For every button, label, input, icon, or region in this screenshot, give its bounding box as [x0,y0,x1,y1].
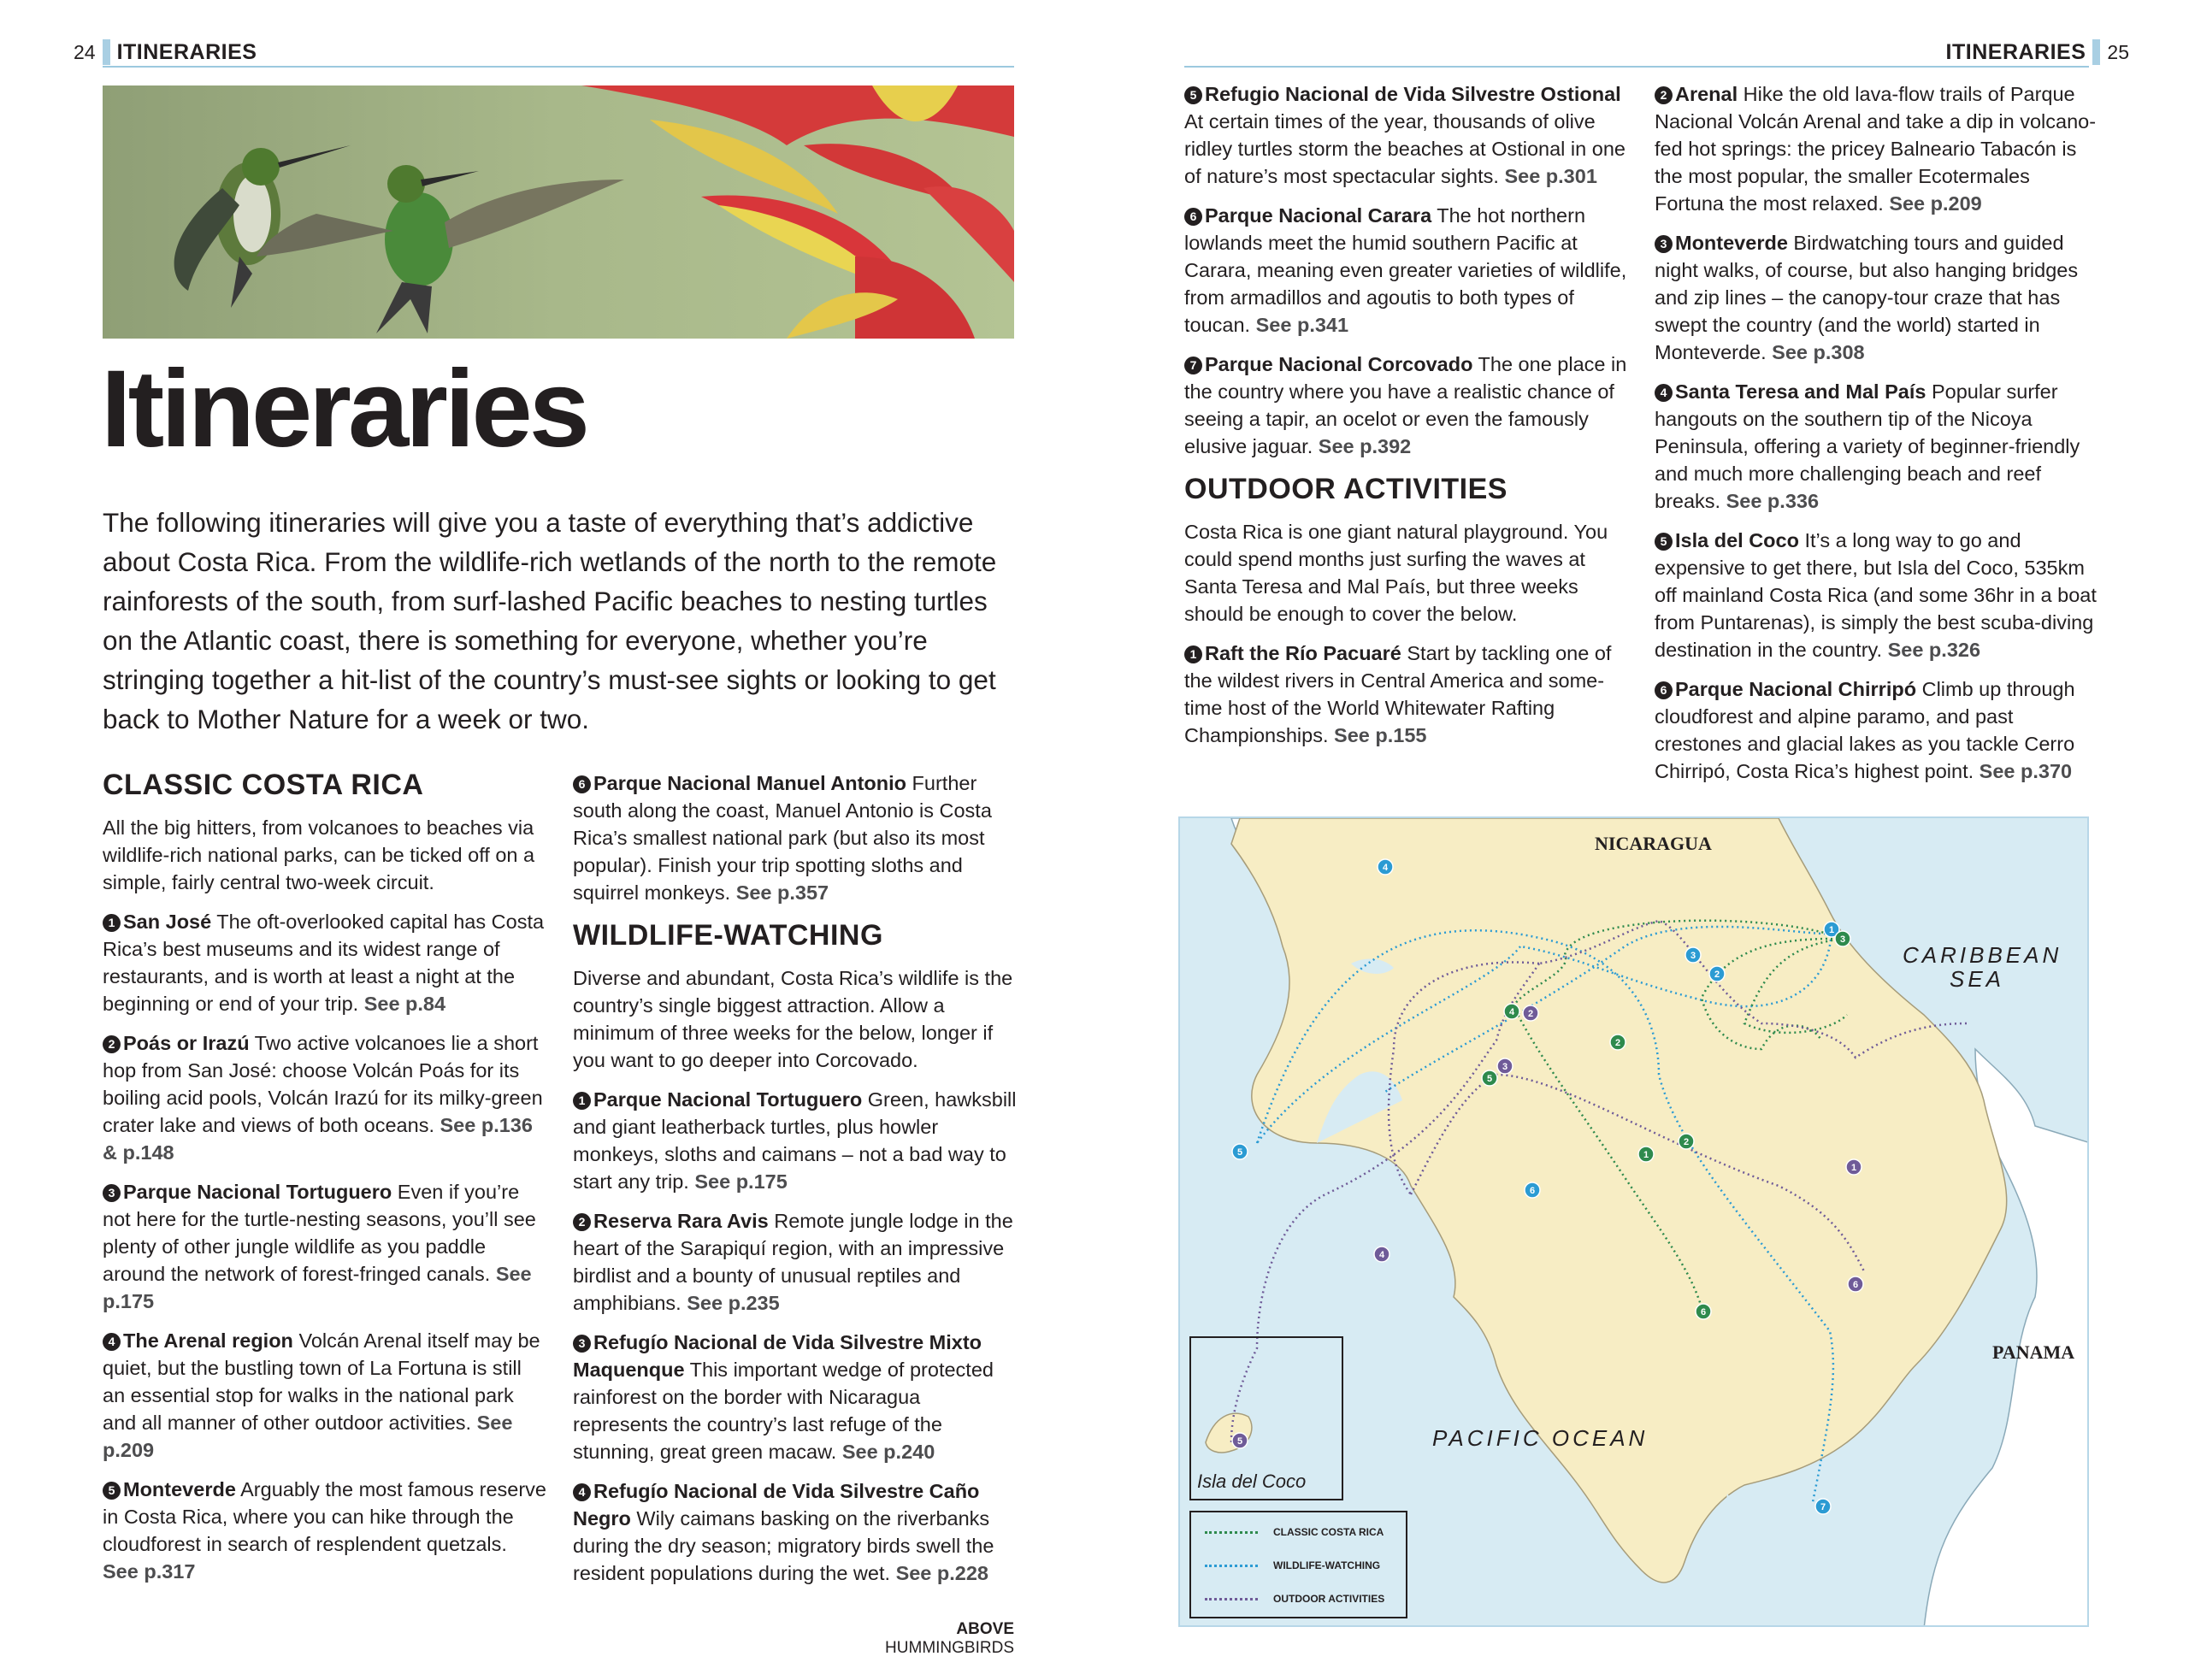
item-number-badge: 1 [103,914,121,932]
item-name: San José [123,911,212,933]
label-caribbean-sea: SEA [1950,966,2005,992]
caption-label: ABOVE [956,1620,1014,1638]
wildlife-item [1184,80,1629,190]
label-isla-del-coco: Isla del Coco [1197,1471,1307,1492]
legend-label: CLASSIC COSTA RICA [1273,1526,1384,1538]
item-text: The one place in the country where you have a realistic chance of seeing a tapir, an ocelot or even the famously elusive jaguar. [1184,353,1627,457]
route-stop-number: 3 [1502,1062,1508,1072]
route-stop-number: 2 [1527,1009,1534,1019]
route-stop-number: 4 [1508,1007,1515,1017]
item-number-badge: 7 [1184,357,1202,374]
item-number-badge: 4 [103,1333,121,1351]
route-stop-marker [1232,1144,1248,1159]
wildlife-lead: Diverse and abundant, Costa Rica’s wildlife is the country’s single biggest attraction. Allow a minimum of three weeks for the below, longer if you want to go deeper into Corcovado. [573,967,1013,1071]
outdoor-item [1655,527,2099,663]
item-number-badge: 6 [573,775,591,793]
item-number-badge: 3 [573,1335,591,1353]
golfo-dulce [1719,1494,1779,1566]
route-stop-marker [1525,1182,1540,1198]
item-name: Poás or Irazú [123,1032,250,1054]
route-stop-marker [1685,947,1701,963]
route-stop-number: 2 [1714,970,1720,980]
outdoor-heading: OUTDOOR ACTIVITIES [1184,473,1508,505]
item-number-badge: 1 [1184,645,1202,663]
route-stop-number: 1 [1828,925,1835,935]
item-text: Climb up through cloudforest and alpine paramo, and past crestones and glacial lakes as you tackle Cerro Chirripó, Costa Rica’s highest point. [1655,678,2075,782]
page-reference: See p.308 [1772,341,1865,363]
item-text: Start by tackling one of the wildest rivers in Central America and some-time host of the World Whitewater Rafting Championships. [1184,642,1612,746]
classic-item [573,769,1018,906]
page-reference: See p.228 [895,1562,988,1584]
route-stop-marker [1848,1276,1863,1292]
costa-rica-land [1231,818,2007,1583]
page-reference: See p.326 [1887,639,1981,661]
item-number-badge: 4 [573,1483,591,1501]
route-stop-number: 5 [1486,1074,1493,1084]
item-text: The oft-overlooked capital has Costa Rica’s best museums and its widest range of restaurants, and is worth at least a night at the beginning or end of your trip. [103,911,545,1015]
hummingbird-photo [103,85,1014,339]
item-text: Birdwatching tours and guided night walks, of course, but also hanging bridges and zip lines – the canopy-tour craze that has swept the country (and the world) started in Monteverde. [1655,232,2079,363]
route-stop-marker [1497,1058,1513,1074]
outdoor-item [1655,80,2099,217]
map-legend [1189,1511,1407,1618]
page-reference: See p.240 [841,1441,935,1463]
item-text: Further south along the coast, Manuel Antonio is Costa Rica’s smallest national park (but also its most popular). Finish your trip spotting sloths and squirrel monkeys. [573,772,992,904]
route-stop-marker [1679,1134,1694,1149]
item-number-badge: 1 [573,1092,591,1110]
item-number-badge: 6 [1184,208,1202,226]
page-reference: See p.336 [1726,490,1820,512]
map-graphic [1180,818,2089,1627]
outdoor-item [1184,640,1629,749]
legend-swatch [1205,1598,1258,1600]
outdoor-item [1655,675,2099,785]
route-stop-number: 2 [1683,1137,1690,1147]
item-number-badge: 2 [1655,86,1673,104]
item-text: At certain times of the year, thousands of olive ridley turtles storm the beaches at Ostional in one of nature’s most spectacular sights. [1184,110,1626,187]
legend-swatch [1205,1565,1258,1567]
right-running-head [1946,38,2129,67]
item-text: Wily caimans basking on the riverbanks during the dry season; migratory birds swell the resident populations during the wet. [573,1507,994,1584]
item-name: Refugío Nacional de Vida Silvestre Mixto Maquenque [573,1331,982,1381]
running-head-marker [2092,39,2100,65]
page-reference: See p.357 [735,881,829,904]
route-stop-number: 6 [1529,1186,1536,1196]
route-stop-number: 3 [1690,951,1696,961]
wildlife-item [573,1207,1018,1317]
item-text: Volcán Arenal itself may be quiet, but the bustling town of La Fortuna is still an essential stop for walks in the national park and all manner of other outdoor activities. [103,1329,540,1434]
itinerary-map [1178,816,2089,1627]
route-stop-number: 6 [1852,1280,1859,1290]
page-reference: See p.155 [1334,724,1427,746]
item-number-badge: 5 [1184,86,1202,104]
left-page-number: 24 [74,40,96,63]
photo-caption [845,1620,1014,1658]
outdoor-lead: Costa Rica is one giant natural playground. You could spend months just surfing the waves at Santa Teresa and Mal País, but three weeks should be enough to cover the below. [1184,521,1608,625]
classic-column [103,768,547,1597]
page-reference: See p.235 [687,1292,780,1314]
item-text: Even if you’re not here for the turtle-nesting seasons, you’ll see plenty of other jungle wildlife as you paddle around the network of forest-fringed canals. [103,1181,536,1285]
route-stop-number: 3 [1839,934,1846,945]
classic-lead: All the big hitters, from volcanoes to beaches via wildlife-rich national parks, can be ticked off on a simple, fairly central two-week circuit. [103,816,535,893]
route-stop-number: 4 [1382,863,1389,873]
page-reference: See p.341 [1255,314,1349,336]
route-stop-marker [1610,1035,1626,1050]
legend-row-wildlife [1205,1559,1380,1571]
right-column-1 [1184,80,1629,761]
item-name: Refugio Nacional de Vida Silvestre Ostional [1205,83,1621,105]
right-column-2 [1655,80,2099,797]
caption-text: HUMMINGBIRDS [885,1639,1014,1657]
item-text: Two active volcanoes lie a short hop from San José: choose Volcán Poás for its boiling acid pools, Volcán Irazú for its milky-green crater lake and views of both oceans. [103,1032,543,1136]
route-stop-marker [1815,1499,1831,1514]
page-reference: See p.175 [103,1263,532,1312]
item-text: Popular surfer hangouts on the southern tip of the Nicoya Peninsula, offering a variety of beginner-friendly and much more challenging beach and reef breaks. [1655,380,2080,512]
legend-swatch [1205,1531,1258,1534]
route-stop-marker [1638,1147,1654,1162]
item-name: Parque Nacional Manuel Antonio [593,772,907,794]
left-running-head-label: ITINERARIES [116,39,257,64]
page-reference: See p.84 [363,993,446,1015]
classic-heading: CLASSIC COSTA RICA [103,769,424,801]
item-text: Arguably the most famous reserve in Costa Rica, where you can hike through the cloudforest in search of resplendent quetzals. [103,1478,547,1555]
wildlife-heading: WILDLIFE-WATCHING [573,919,883,952]
item-number-badge: 5 [103,1482,121,1500]
classic-item [103,908,547,1017]
classic-item [103,1476,547,1585]
wildlife-item [573,1329,1018,1465]
wildlife-column [573,769,1018,1599]
label-panama: PANAMA [1992,1341,2075,1363]
item-name: The Arenal region [123,1329,293,1352]
item-name: Raft the Río Pacuaré [1205,642,1401,664]
item-name: Santa Teresa and Mal País [1675,380,1926,403]
route-stop-number: 1 [1850,1163,1857,1173]
item-text: It’s a long way to go and expensive to get there, but Isla del Coco, 535km off mainland Costa Rica (and some 36hr in a boat from Puntarenas), is simply the best scuba-diving destination in the country. [1655,529,2097,661]
route-stop-number: 5 [1236,1436,1243,1447]
page-title: Itineraries [101,348,587,470]
item-name: Reserva Rara Avis [593,1210,769,1232]
running-head-marker [103,39,110,65]
item-number-badge: 2 [103,1035,121,1053]
route-stop-number: 7 [1820,1502,1826,1512]
outdoor-item [1655,378,2099,515]
item-name: Parque Nacional Carara [1205,204,1432,227]
item-number-badge: 4 [1655,384,1673,402]
left-header-rule [103,66,1014,68]
page-reference: See p.301 [1504,165,1597,187]
legend-label: WILDLIFE-WATCHING [1273,1559,1381,1571]
route-stop-number: 2 [1614,1038,1621,1048]
item-number-badge: 5 [1655,533,1673,551]
route-stop-marker [1378,859,1393,875]
page-reference: See p.370 [1979,760,2073,782]
label-caribbean: CARIBBEAN [1903,942,2062,968]
item-name: Isla del Coco [1675,529,1799,551]
page-reference: See p.136 & p.148 [103,1114,533,1164]
outdoor-item [1655,229,2099,366]
route-stop-number: 5 [1236,1147,1243,1158]
item-name: Parque Nacional Corcovado [1205,353,1473,375]
item-name: Refugío Nacional de Vida Silvestre Caño Negro [573,1480,980,1530]
route-stop-marker [1523,1005,1538,1021]
wildlife-item [573,1086,1018,1195]
item-text: Remote jungle lodge in the heart of the Sarapiquí region, with an impressive birdlist and a bounty of unusual reptiles and amphibians. [573,1210,1013,1314]
item-name: Monteverde [1675,232,1788,254]
item-name: Parque Nacional Tortuguero [123,1181,392,1203]
item-number-badge: 2 [573,1213,591,1231]
route-stop-marker [1696,1304,1711,1319]
item-text: Green, hawksbill and giant leatherback turtles, plus howler monkeys, sloths and caimans – not a bad way to start any trip. [573,1088,1017,1193]
page-reference: See p.209 [103,1412,513,1461]
item-text: This important wedge of protected rainforest on the border with Nicaragua represents the country’s last refuge of the stunning, great green macaw. [573,1359,994,1463]
item-name: Parque Nacional Tortuguero [593,1088,863,1111]
classic-item [103,1178,547,1315]
item-name: Monteverde [123,1478,236,1500]
item-number-badge: 3 [103,1184,121,1202]
page-reference: See p.392 [1318,435,1412,457]
item-text: The hot northern lowlands meet the humid southern Pacific at Carara, meaning even greater varieties of wildlife, from armadillos and agoutis to both types of toucan. [1184,204,1627,336]
page-reference: See p.175 [694,1170,788,1193]
route-stop-marker [1709,966,1725,981]
page-reference: See p.317 [103,1560,196,1583]
legend-label: OUTDOOR ACTIVITIES [1273,1593,1385,1605]
page-reference: See p.209 [1889,192,1982,215]
route-stop-marker [1504,1004,1519,1019]
intro-paragraph: The following itineraries will give you a taste of everything that’s addictive about Costa Rica. From the wildlife-rich wetlands of the north to the remote rainforests of the south, from surf-lashed Pacific beaches to nesting turtles on the Atlantic coast, there is something for everyone, whether you’re stringing together a hit-list of the country’s must-see sights or looking to get back to Mother Nature for a week or two. [103,507,997,734]
route-stop-number: 6 [1700,1307,1707,1317]
item-number-badge: 6 [1655,681,1673,699]
left-running-head [74,38,257,67]
item-name: Parque Nacional Chirripó [1675,678,1917,700]
route-stop-marker [1846,1159,1862,1175]
wildlife-item [573,1477,1018,1587]
classic-item [103,1327,547,1464]
right-page-number: 25 [2107,40,2129,63]
wildlife-item [1184,202,1629,339]
item-name: Arenal [1675,83,1738,105]
right-running-head-label: ITINERARIES [1945,39,2086,64]
classic-item [103,1029,547,1166]
label-pacific-ocean: PACIFIC OCEAN [1432,1425,1649,1451]
right-header-rule [1184,66,2089,68]
route-stop-marker [1374,1247,1390,1262]
wildlife-item [1184,351,1629,460]
label-nicaragua: NICARAGUA [1595,833,1712,854]
route-stop-marker [1835,931,1850,946]
legend-row-classic [1205,1526,1384,1538]
route-stop-number: 4 [1378,1250,1385,1260]
legend-row-outdoor [1205,1593,1384,1605]
route-stop-marker [1482,1070,1497,1086]
route-stop-number: 1 [1643,1150,1649,1160]
item-number-badge: 3 [1655,235,1673,253]
item-text: Hike the old lava-flow trails of Parque Nacional Volcán Arenal and take a dip in volcano-fed hot springs: the pricey Balneario Tabacón is the most popular, the smaller Ecotermales Fortuna the most relaxed. [1655,83,2097,215]
